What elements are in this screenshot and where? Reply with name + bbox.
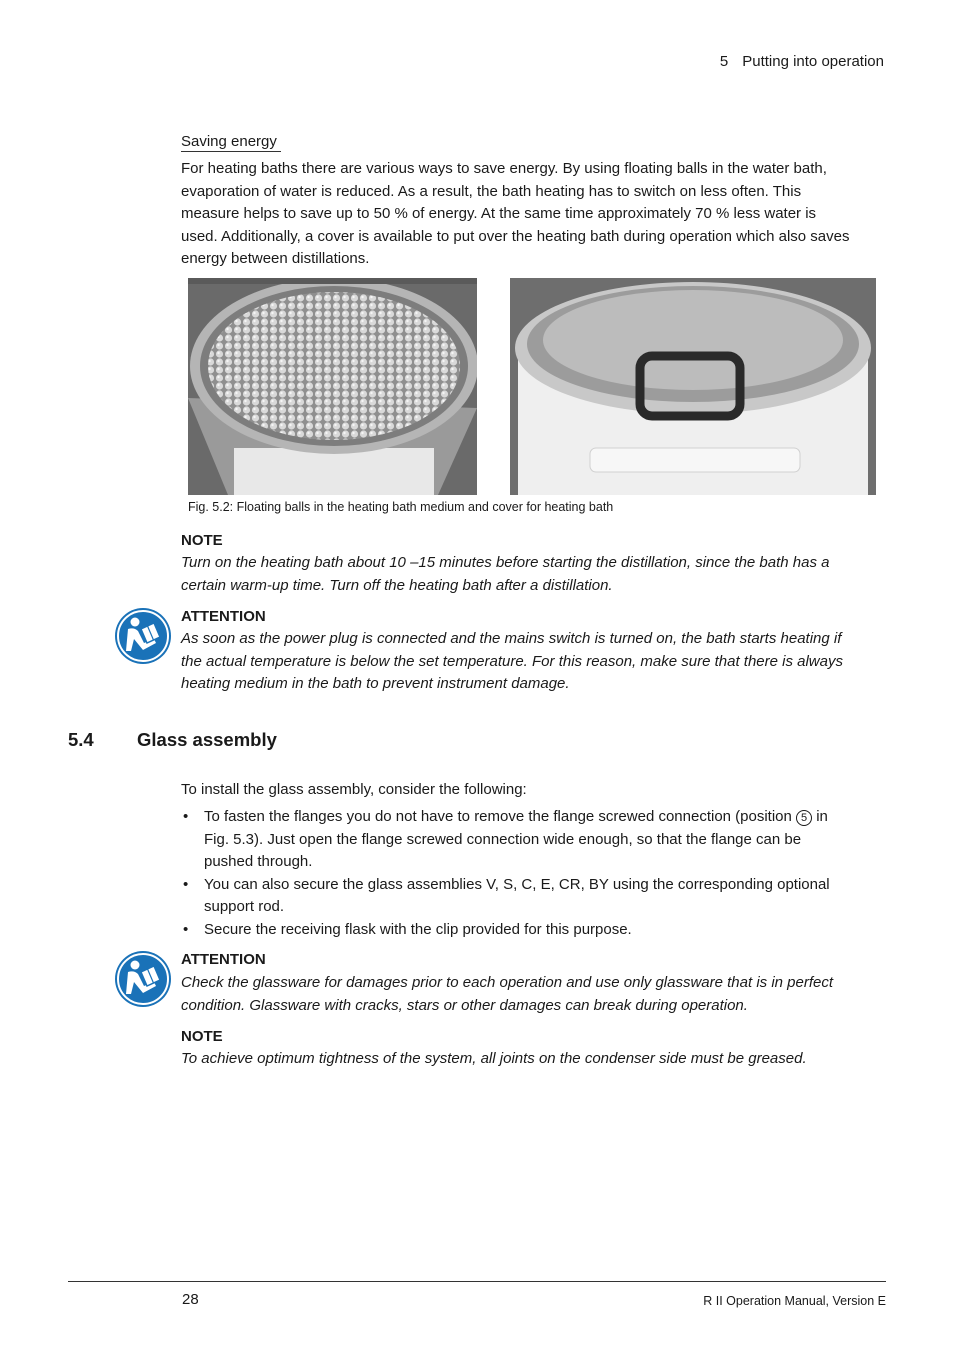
text-line: evaporation of water is reduced. As a result, the bath heating has to switch on less often. This	[181, 182, 802, 200]
note-label: NOTE	[181, 532, 223, 549]
bullet: •	[183, 920, 189, 938]
note-text	[181, 552, 889, 597]
list-item: • You can also secure the glass assemblies V, S, C, E, CR, BY using the corresponding optional support rod.	[183, 875, 830, 915]
chapter-title: Putting into operation	[742, 53, 884, 70]
list-item: • To fasten the flanges you do not have to remove the flange screwed connection (position 5 in Fig. 5.3). Just open the flange screwed connection wide enough, so that the flange can be pushed through.	[183, 808, 828, 870]
manual-title: R II Operation Manual, Version E	[703, 1294, 886, 1308]
attention-line: the actual temperature is below the set temperature. For this reason, make sure that there is always	[181, 652, 843, 670]
bath-cover-photo	[510, 278, 876, 495]
chapter-number: 5	[719, 53, 729, 70]
text-line: energy between distillations.	[181, 250, 370, 267]
text-line: For heating baths there are various ways to save energy. By using floating balls in the water bath,	[181, 160, 827, 177]
saving-energy-heading: Saving energy	[181, 133, 281, 152]
note-line: To achieve optimum tightness of the system, all joints on the condenser side must be greased.	[181, 1050, 807, 1067]
running-header	[720, 53, 884, 70]
attention-line: Check the glassware for damages prior to each operation and use only glassware that is in perfect	[181, 974, 834, 991]
footer-rule	[68, 1281, 886, 1282]
attention-line: condition. Glassware with cracks, stars or other damages can break during operation.	[181, 996, 748, 1014]
floating-balls-photo	[188, 278, 477, 495]
read-manual-icon	[114, 950, 172, 1008]
attention-text	[181, 628, 889, 696]
section-number: 5.4	[68, 729, 94, 750]
list-item: • Secure the receiving flask with the clip provided for this purpose.	[181, 919, 871, 942]
attention-line: As soon as the power plug is connected and the mains switch is turned on, the bath starts heating if	[181, 630, 842, 647]
bullet: •	[183, 875, 189, 893]
text-line: used. Additionally, a cover is available to put over the heating bath during operation which also saves	[181, 227, 850, 245]
page-number: 28	[182, 1291, 199, 1308]
note-line: Turn on the heating bath about 10 –15 minutes before starting the distillation, since the bath has a	[181, 554, 830, 571]
note-line: certain warm-up time. Turn off the heating bath after a distillation.	[181, 576, 613, 594]
figure-caption: Fig. 5.2: Floating balls in the heating bath medium and cover for heating bath	[188, 500, 614, 514]
section-intro: To install the glass assembly, consider the following:	[181, 781, 527, 798]
saving-energy-text	[181, 158, 887, 271]
section-title: Glass assembly	[137, 729, 277, 750]
attention-line: heating medium in the bath to prevent instrument damage.	[181, 675, 570, 692]
note-label: NOTE	[181, 1028, 223, 1045]
note-text	[181, 1048, 889, 1071]
attention-label: ATTENTION	[181, 608, 266, 625]
text-line: measure helps to save up to 50 % of energy. At the same time approximately 70 % less water is	[181, 205, 817, 222]
instruction-list	[181, 806, 871, 941]
attention-text	[181, 972, 889, 1017]
bullet: •	[183, 808, 189, 825]
attention-label: ATTENTION	[181, 951, 266, 968]
position-marker: 5	[796, 810, 812, 826]
read-manual-icon	[114, 607, 172, 665]
